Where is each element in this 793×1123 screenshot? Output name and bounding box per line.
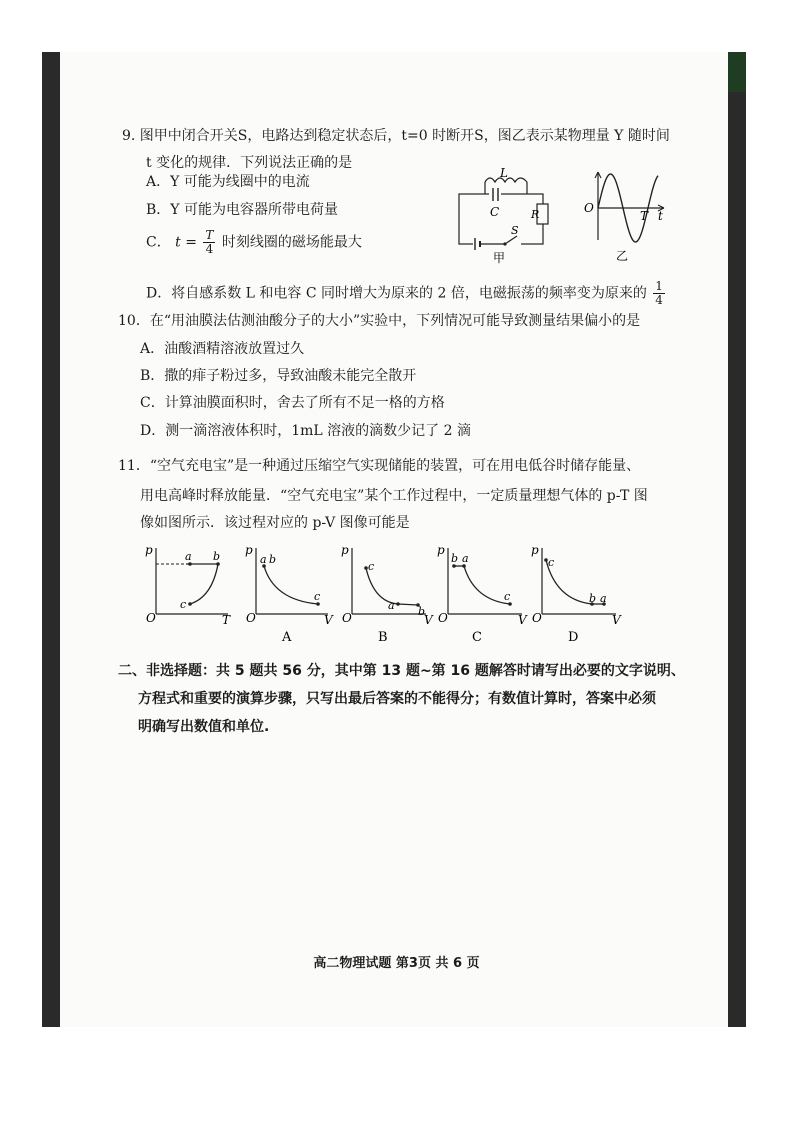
frac-numerator: T — [205, 228, 214, 242]
figure-caption-yi: 乙 — [616, 249, 629, 263]
origin-label: O — [246, 611, 256, 625]
origin-label: O — [584, 201, 594, 215]
q9-option-c-var: t = — [175, 234, 197, 251]
q9-option-c-prefix: C． — [146, 234, 171, 251]
q9-option-d-fraction — [653, 280, 665, 307]
capacitor-gap — [489, 190, 501, 200]
state-b-label: b — [589, 592, 597, 605]
state-a-label: a — [462, 552, 469, 565]
q9-option-c-fraction — [203, 229, 215, 256]
frac-denominator: 4 — [205, 242, 214, 256]
q9-figure-yi-graph — [580, 168, 670, 266]
state-a-label: a — [600, 592, 607, 605]
page-footer: 高二物理试题 第3页 共 6 页 — [313, 956, 480, 971]
q10-stem: 10．在“用油膜法估测油酸分子的大小”实验中，下列情况可能导致测量结果偏小的是 — [118, 313, 641, 329]
origin-label: O — [146, 611, 156, 625]
p-axis-label: p — [145, 543, 153, 557]
p-axis-label: p — [245, 543, 253, 557]
origin-label: O — [438, 611, 448, 625]
state-a-label: a — [185, 550, 192, 563]
state-c-label: c — [180, 598, 187, 611]
state-c-label: c — [548, 556, 555, 569]
q9-option-c — [146, 229, 362, 256]
option-caption: A — [282, 630, 292, 645]
frac-denominator: 4 — [655, 293, 663, 307]
q11-option-b-graph — [338, 542, 438, 647]
state-c-label: c — [504, 590, 511, 603]
resistor-label: R — [531, 208, 540, 221]
scan-border-right — [728, 52, 746, 1027]
q10-option-d: D．测一滴溶液体积时，1mL 溶液的滴数少记了 2 滴 — [140, 423, 471, 439]
q9-figure-jia-circuit — [445, 164, 555, 264]
q10-option-a: A．油酸酒精溶液放置过久 — [140, 341, 305, 357]
period-label: T — [640, 209, 649, 223]
state-c-label: c — [314, 590, 321, 603]
time-axis-label: t — [658, 209, 663, 223]
q11-option-a-graph — [242, 542, 337, 647]
frac-numerator: 1 — [655, 279, 663, 293]
state-b-label: b — [418, 605, 426, 618]
option-caption: B — [378, 630, 388, 645]
V-axis-label: V — [324, 613, 333, 627]
p-axis-label: p — [437, 543, 445, 557]
state-c-label: c — [368, 560, 375, 573]
q9-option-d-text: D．将自感系数 L 和电容 C 同时增大为原来的 2 倍，电磁振荡的频率变为原来的 — [146, 285, 647, 302]
state-a-label: a — [260, 553, 267, 566]
q11-option-c-graph — [434, 542, 534, 647]
p-axis-label: p — [531, 543, 539, 557]
q9-option-d — [146, 280, 667, 307]
V-axis-label: V — [612, 613, 621, 627]
scan-border-corner — [728, 52, 746, 92]
q11-pT-graph — [142, 542, 237, 627]
state-a-label: a — [388, 599, 395, 612]
origin-label: O — [342, 611, 352, 625]
p-axis-label: p — [341, 543, 349, 557]
state-b-label: b — [213, 550, 221, 563]
section2-instructions-line1: 二、非选择题：共 5 题共 56 分，其中第 13 题~第 16 题解答时请写出必要的文字说明、 — [118, 663, 685, 679]
section2-instructions-line2: 方程式和重要的演算步骤，只写出最后答案的不能得分；有数值计算时，答案中必须 — [138, 691, 656, 707]
scan-border-left — [42, 52, 60, 1027]
q10-option-c: C．计算油膜面积时，舍去了所有不足一格的方格 — [140, 395, 445, 411]
capacitor-label: C — [490, 205, 500, 219]
option-caption: D — [568, 630, 579, 645]
state-b-label: b — [269, 553, 277, 566]
q9-option-c-text: 时刻线圈的磁场能最大 — [221, 234, 362, 251]
option-caption: C — [472, 630, 482, 645]
q9-stem-line1: 9. 图甲中闭合开关S，电路达到稳定状态后，t=0 时断开S，图乙表示某物理量 Y 随时间 — [122, 128, 670, 144]
q11-stem-line2: 用电高峰时释放能量．“空气充电宝”某个工作过程中，一定质量理想气体的 p-T 图 — [140, 488, 648, 504]
q11-stem-line3: 像如图所示．该过程对应的 p-V 图像可能是 — [140, 515, 410, 531]
q11-option-d-graph — [528, 542, 628, 647]
switch-label: S — [511, 224, 519, 237]
q9-option-a: A．Y 可能为线圈中的电流 — [146, 174, 310, 190]
V-axis-label: V — [424, 613, 433, 627]
q10-option-b: B．撒的痱子粉过多，导致油酸未能完全散开 — [140, 368, 417, 384]
q11-stem-line1: 11．“空气充电宝”是一种通过压缩空气实现储能的装置，可在用电低谷时储存能量、 — [118, 458, 641, 474]
q9-stem-line2: t 变化的规律．下列说法正确的是 — [146, 155, 353, 171]
state-b-label: b — [451, 552, 459, 565]
inductor-label: L — [500, 166, 508, 180]
section2-instructions-line3: 明确写出数值和单位. — [138, 719, 270, 735]
T-axis-label: T — [222, 613, 231, 627]
origin-label: O — [532, 611, 542, 625]
figure-caption-jia: 甲 — [493, 251, 506, 264]
V-axis-label: V — [518, 613, 527, 627]
q9-option-b: B．Y 可能为电容器所带电荷量 — [146, 202, 338, 218]
